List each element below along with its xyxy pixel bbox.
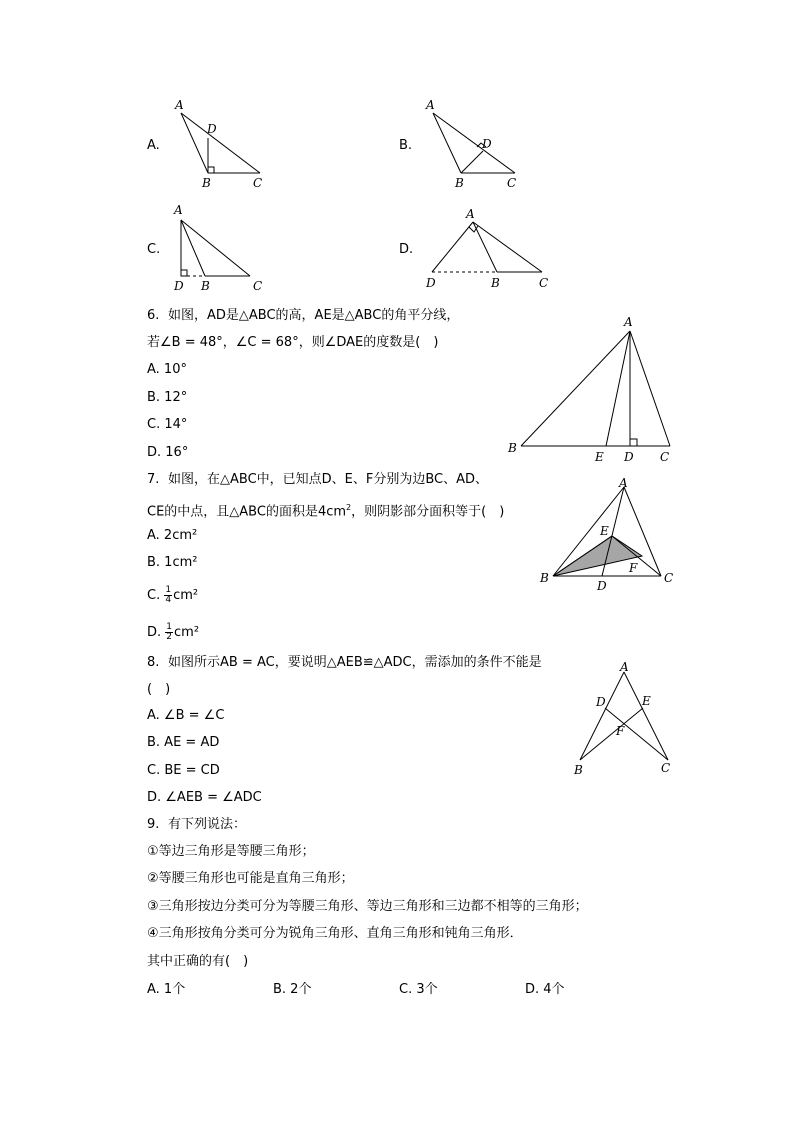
point-c: C xyxy=(661,761,671,775)
point-d: D xyxy=(174,279,184,293)
q9-question: 其中正确的有( ) xyxy=(147,954,249,969)
q7-text-line2-post: ，则阴影部分面积等于( ) xyxy=(351,504,505,520)
q9-option-a[interactable]: A. 1个 xyxy=(147,982,186,997)
point-a: A xyxy=(619,476,628,490)
q8-text-line2: ( ) xyxy=(147,682,171,697)
point-f: F xyxy=(629,561,638,575)
q9-intro: 有下列说法： xyxy=(168,817,247,832)
q6-option-d[interactable]: D. 16° xyxy=(147,445,189,460)
point-d: D xyxy=(207,122,217,136)
q7-text-line1: 如图，在△ABC中，已知点D、E、F分别为边BC、AD、 xyxy=(168,472,489,487)
point-e: E xyxy=(642,694,651,708)
point-b: B xyxy=(540,571,549,585)
q8-number: 8. xyxy=(147,655,160,670)
point-d: D xyxy=(624,450,634,464)
q5-option-c-label[interactable]: C. xyxy=(147,242,161,257)
point-b: B xyxy=(491,276,500,290)
point-c: C xyxy=(507,176,517,190)
q8-option-c[interactable]: C. BE = CD xyxy=(147,763,220,778)
q5-option-d-label[interactable]: D. xyxy=(399,242,414,257)
point-b: B xyxy=(574,763,583,777)
fraction-denominator: 2 xyxy=(166,632,173,642)
q7-option-d-unit: cm² xyxy=(174,625,200,640)
q6-option-b[interactable]: B. 12° xyxy=(147,390,188,405)
q7-text-line2-sup: 2 xyxy=(346,503,352,512)
q8-option-a[interactable]: A. ∠B = ∠C xyxy=(147,708,225,723)
point-a: A xyxy=(175,98,184,112)
q9-statement-4: ④三角形按角分类可分为锐角三角形、直角三角形和钝角三角形． xyxy=(147,926,523,941)
q9-statement-1: ①等边三角形是等腰三角形； xyxy=(147,844,315,859)
point-c: C xyxy=(664,571,674,585)
q8-text-line1: 如图所示AB = AC，要说明△AEB≌△ADC，需添加的条件不能是 xyxy=(168,655,542,670)
q7-option-b[interactable]: B. 1cm² xyxy=(147,555,198,570)
q7-number: 7. xyxy=(147,472,160,487)
q9-statement-2: ②等腰三角形也可能是直角三角形； xyxy=(147,871,354,886)
point-a: A xyxy=(426,98,435,112)
point-b: B xyxy=(201,279,210,293)
q9-option-d[interactable]: D. 4个 xyxy=(525,982,565,997)
q9-option-c[interactable]: C. 3个 xyxy=(399,982,438,997)
fraction-numerator: 1 xyxy=(166,622,173,632)
q9-statement-3: ③三角形按边分类可分为等腰三角形、等边三角形和三边都不相等的三角形； xyxy=(147,899,588,914)
q7-option-c-unit: cm² xyxy=(173,588,199,603)
point-a: A xyxy=(624,315,633,329)
point-c: C xyxy=(253,176,263,190)
point-b: B xyxy=(455,176,464,190)
point-c: C xyxy=(660,450,670,464)
edge-ac xyxy=(624,672,668,760)
q9-option-b[interactable]: B. 2个 xyxy=(273,982,312,997)
q7-text-line2-pre: CE的中点，且△ABC的面积是4cm xyxy=(147,504,347,520)
segment-cd xyxy=(605,708,668,760)
point-a: A xyxy=(466,207,475,221)
fraction-denominator: 4 xyxy=(165,595,172,605)
q5-option-b-label[interactable]: B. xyxy=(399,138,413,153)
point-b: B xyxy=(202,176,211,190)
point-f: F xyxy=(616,724,625,738)
point-c: C xyxy=(253,279,263,293)
point-b: B xyxy=(508,441,517,455)
point-d: D xyxy=(482,137,492,151)
segment-be xyxy=(580,708,643,760)
point-e: E xyxy=(600,524,609,538)
q8-option-d[interactable]: D. ∠AEB = ∠ADC xyxy=(147,790,262,805)
edge-ab xyxy=(580,672,624,760)
point-d: D xyxy=(426,276,436,290)
q6-option-a[interactable]: A. 10° xyxy=(147,362,187,377)
point-a: A xyxy=(174,203,183,217)
q6-text-line2: 若∠B = 48°，∠C = 68°，则∠DAE的度数是( ) xyxy=(147,335,439,350)
q6-text-line1: 如图，AD是△ABC的高，AE是△ABC的角平分线， xyxy=(168,308,460,323)
q6-option-c[interactable]: C. 14° xyxy=(147,417,188,432)
point-c: C xyxy=(539,276,549,290)
point-a: A xyxy=(620,660,629,674)
q7-option-d-prefix: D. xyxy=(147,625,162,640)
fraction-numerator: 1 xyxy=(165,585,172,595)
q7-option-c-prefix: C. xyxy=(147,588,161,603)
point-d: D xyxy=(596,695,606,709)
point-d: D xyxy=(597,579,607,593)
q7-option-a[interactable]: A. 2cm² xyxy=(147,528,198,543)
q6-number: 6. xyxy=(147,308,160,323)
q8-option-b[interactable]: B. AE = AD xyxy=(147,735,220,750)
point-e: E xyxy=(595,450,604,464)
q9-number: 9. xyxy=(147,817,160,832)
q5-option-a-label[interactable]: A. xyxy=(147,138,160,153)
